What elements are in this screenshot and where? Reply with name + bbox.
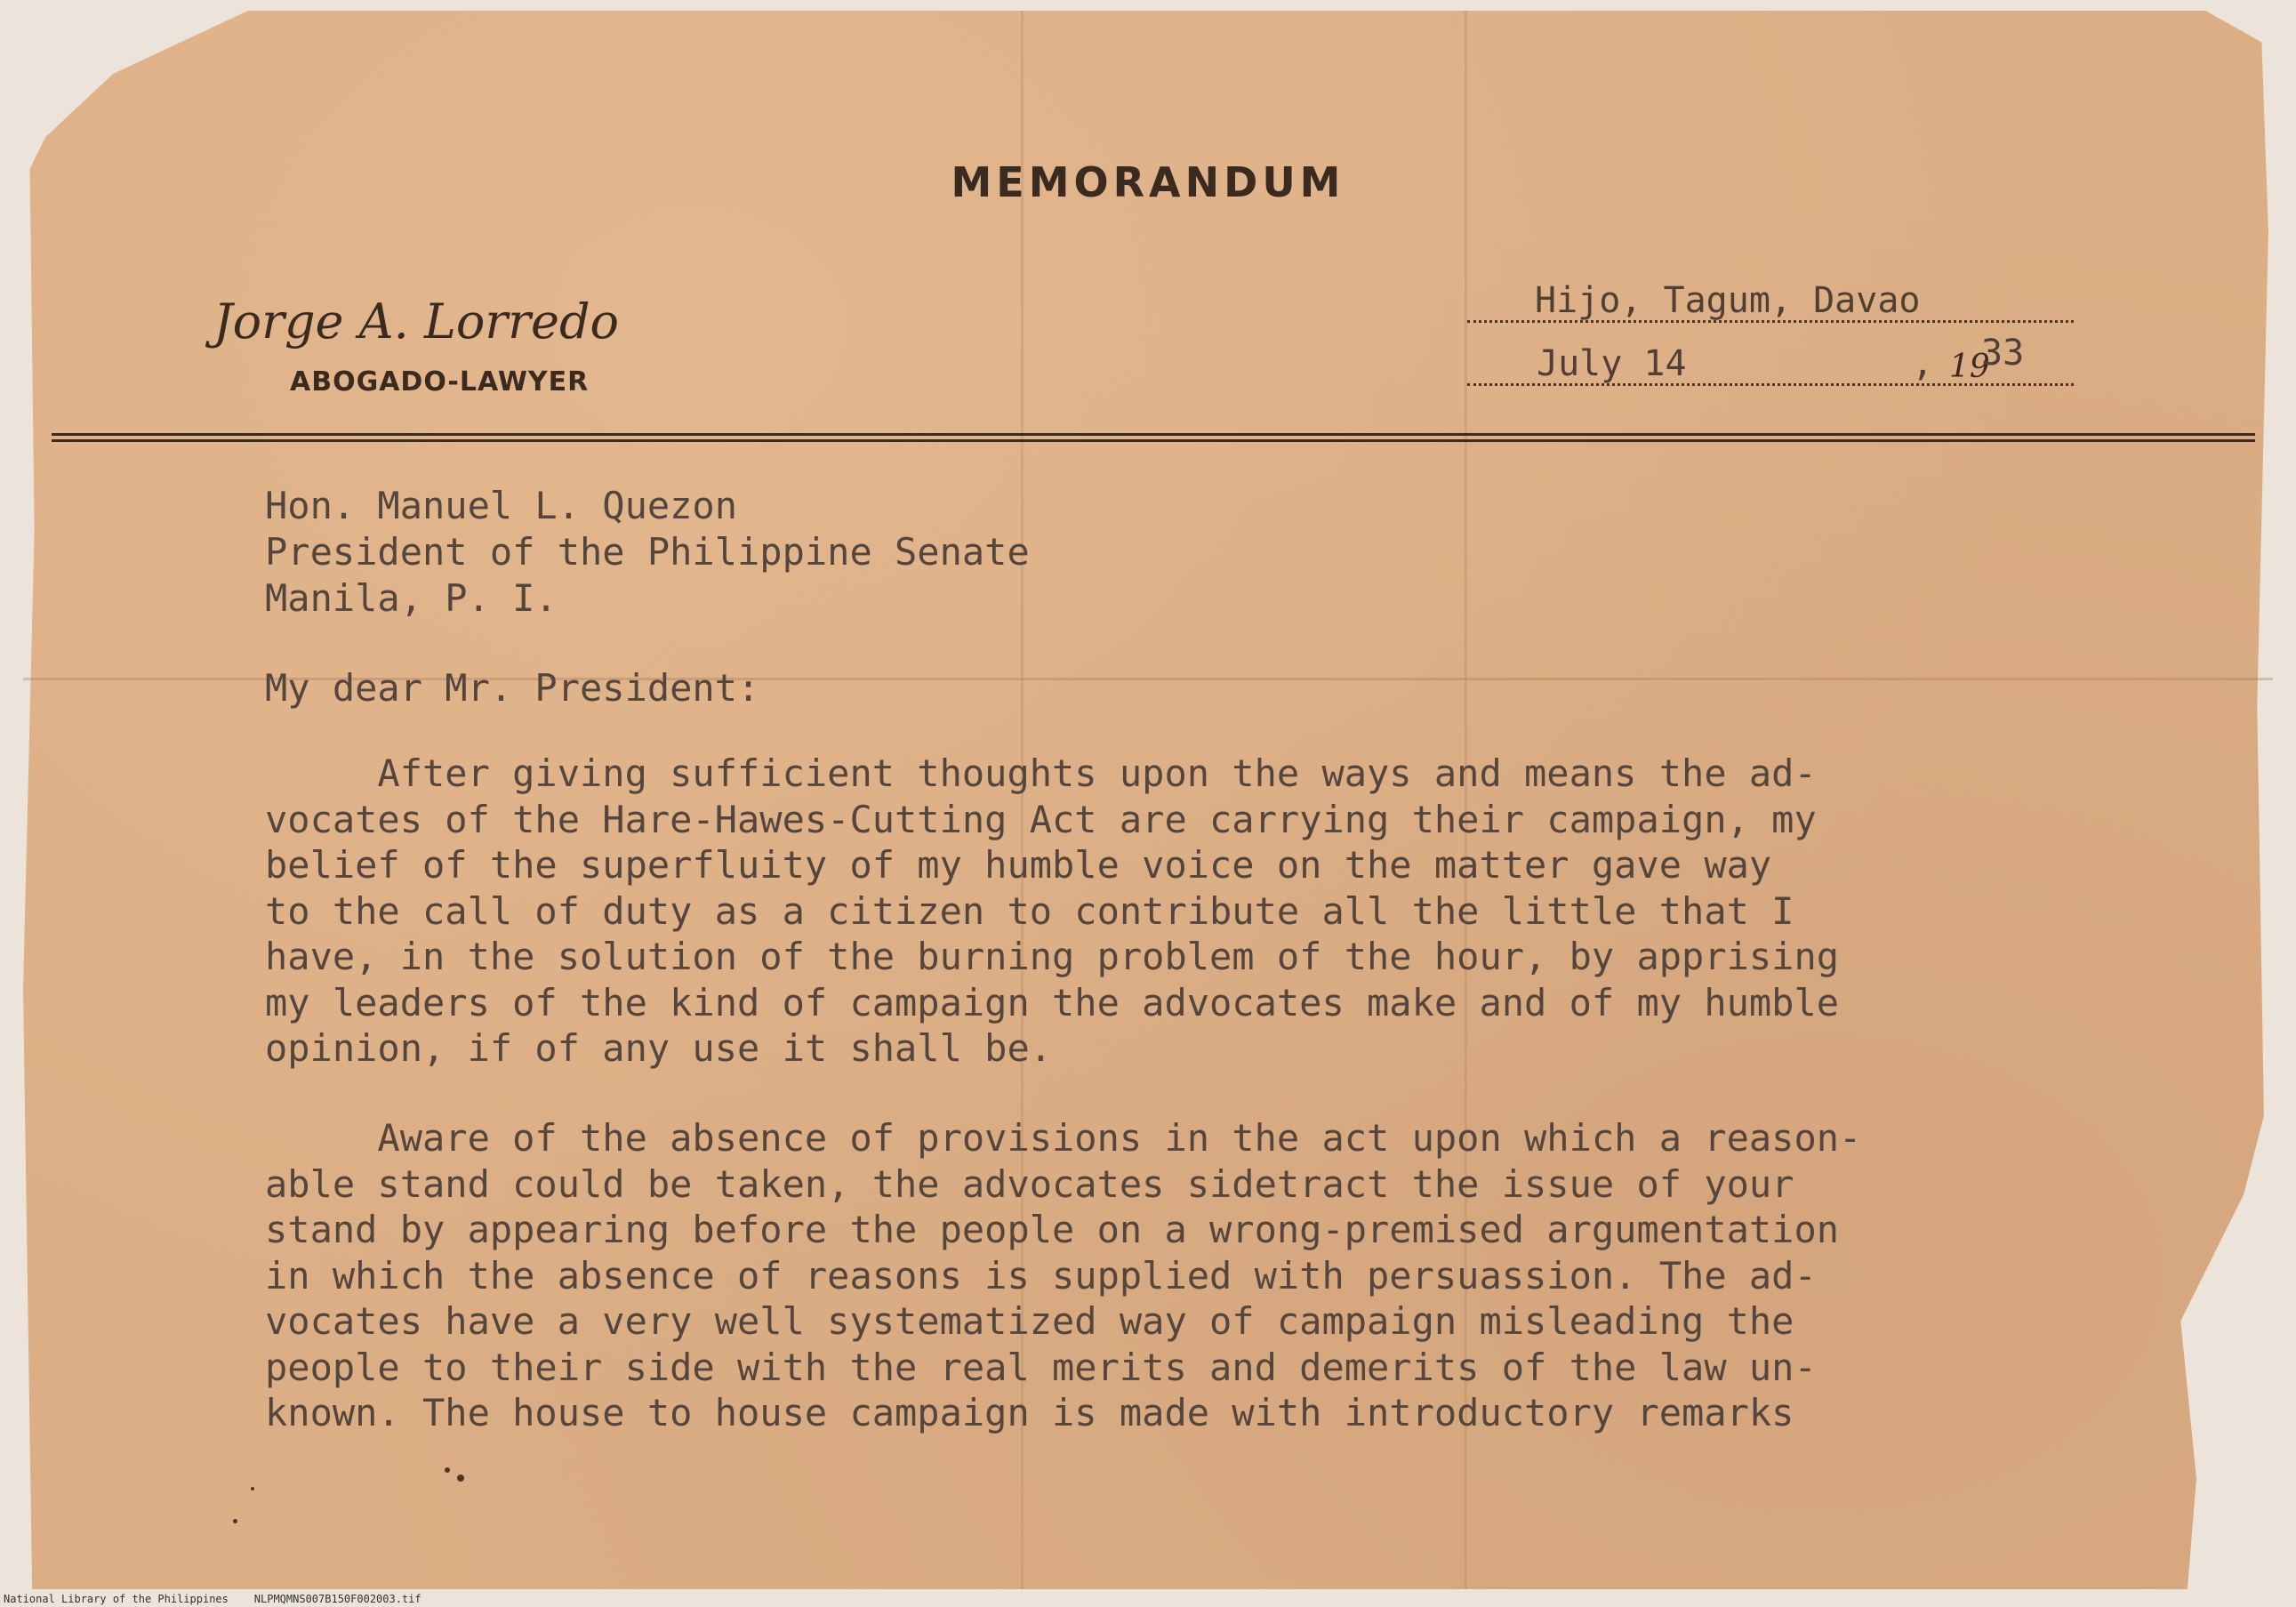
- footer-library: National Library of the Philippines: [4, 1593, 229, 1605]
- place-line: [1467, 281, 2074, 323]
- ink-spot: [251, 1487, 254, 1490]
- text-line: After giving sufficient thoughts upon the ways and means the ad-: [265, 751, 1817, 795]
- ink-spot: [445, 1467, 450, 1473]
- text-line: known. The house to house campaign is made with introductory remarks: [265, 1391, 1794, 1434]
- letterhead-rule: [52, 433, 2255, 436]
- memo-title: MEMORANDUM: [951, 158, 1345, 206]
- text-line: stand by appearing before the people on a wrong-premised argumentation: [265, 1208, 1840, 1251]
- date-month-day: July 14: [1537, 343, 1687, 384]
- date-year-prefix: 19: [1949, 349, 1990, 385]
- address-line: President of the Philippine Senate: [265, 530, 1030, 574]
- text-line: to the call of duty as a citizen to contribute all the little that I: [265, 888, 1794, 933]
- archive-footer: [4, 1593, 421, 1605]
- recipient-address: [265, 483, 1030, 622]
- address-line: Manila, P. I.: [265, 576, 558, 620]
- text-line: my leaders of the kind of campaign the advocates make and of my humble: [265, 980, 1840, 1024]
- text-line: vocates of the Hare-Hawes-Cutting Act are carrying their campaign, my: [265, 797, 1817, 841]
- text-line: able stand could be taken, the advocates sidetract the issue of your: [265, 1161, 1794, 1206]
- text-line: in which the absence of reasons is supplied with persuassion. The ad-: [265, 1253, 1817, 1298]
- date-line: [1467, 333, 2074, 386]
- place-text: Hijo, Tagum, Davao: [1535, 280, 1921, 321]
- paragraph: [265, 751, 1839, 1072]
- salutation: My dear Mr. President:: [265, 666, 760, 710]
- ink-spot: [457, 1474, 464, 1482]
- text-line: belief of the superfluity of my humble voice on the matter gave way: [265, 843, 1772, 887]
- date-year-suffix: 33: [1981, 333, 2025, 374]
- text-line: Aware of the absence of provisions in the act upon which a reason-: [265, 1116, 1862, 1160]
- footer-filename: NLPMQMNS007B150F002003.tif: [253, 1593, 421, 1605]
- text-line: vocates have a very well systematized way of campaign misleading the: [265, 1299, 1794, 1343]
- paragraph: [265, 1115, 1861, 1436]
- letterhead-profession: ABOGADO-LAWYER: [290, 366, 590, 398]
- ink-spot: [233, 1519, 237, 1523]
- address-line: Hon. Manuel L. Quezon: [265, 484, 738, 527]
- text-line: opinion, if of any use it shall be.: [265, 1026, 1053, 1070]
- letterhead-signature: Jorge A. Lorredo: [213, 293, 620, 350]
- text-line: have, in the solution of the burning problem of the hour, by apprising: [265, 935, 1840, 978]
- date-separator: ,: [1912, 343, 1934, 384]
- letterhead-rule: [52, 439, 2255, 442]
- text-line: people to their side with the real merits and demerits of the law un-: [265, 1345, 1817, 1389]
